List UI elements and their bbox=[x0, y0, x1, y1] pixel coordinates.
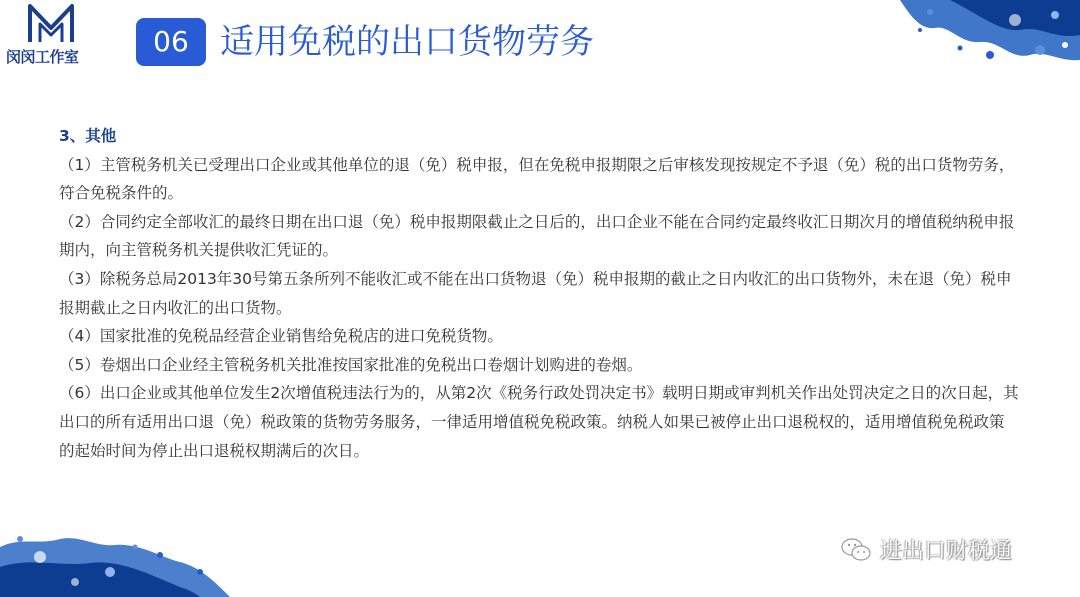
list-item: （1）主管税务机关已受理出口企业或其他单位的退（免）税申报，但在免税申报期限之后审核发现按规定不予退（免）税的出口货物劳务，符合免税条件的。 bbox=[59, 155, 1015, 203]
list-item: （4）国家批准的免税品经营企业销售给免税店的进口免税货物。 bbox=[59, 327, 503, 346]
list-item: （2）合同约定全部收汇的最终日期在出口退（免）税申报期限截止之日后的，出口企业不能在合同约定最终收汇日期次月的增值税纳税申报期内，向主管税务机关提供收汇凭证的。 bbox=[59, 212, 1015, 260]
watermark-text: 进出口财税通 bbox=[880, 539, 1013, 564]
logo bbox=[4, 0, 100, 70]
logo-mark bbox=[26, 2, 76, 46]
section-heading: 3、其他 bbox=[59, 127, 117, 145]
list-item: （3）除税务总局2013年30号第五条所列不能收汇或不能在出口货物退（免）税申报期的截止之日内收汇的出口货物外，未在退（免）税申报期截止之日内收汇的出口货物。 bbox=[59, 269, 1012, 317]
watermark bbox=[840, 534, 1012, 565]
page-title: 适用免税的出口货物劳务 bbox=[220, 22, 594, 62]
main-content bbox=[59, 122, 1019, 465]
list-item: （6）出口企业或其他单位发生2次增值税违法行为的，从第2次《税务行政处罚决定书》载明日期或审判机关作出处罚决定之日的次日起，其出口的所有适用出口退（免）税政策的货物劳务服务，一律适用增值税免税政策。纳税人如果已被停止出口退税权的，适用增值税免税政策的起始时间为停止出口退税权期满后的次日。 bbox=[59, 384, 1019, 460]
list-item: （5）卷烟出口企业经主管税务机关批准按国家批准的免税出口卷烟计划购进的卷烟。 bbox=[59, 355, 643, 374]
wechat-icon bbox=[840, 536, 872, 564]
section-number-badge: 06 bbox=[136, 18, 206, 66]
logo-text: 闵闵工作室 bbox=[6, 48, 79, 66]
paint-splash-bottom-left bbox=[0, 527, 250, 597]
paint-splash-top-right bbox=[840, 0, 1080, 70]
